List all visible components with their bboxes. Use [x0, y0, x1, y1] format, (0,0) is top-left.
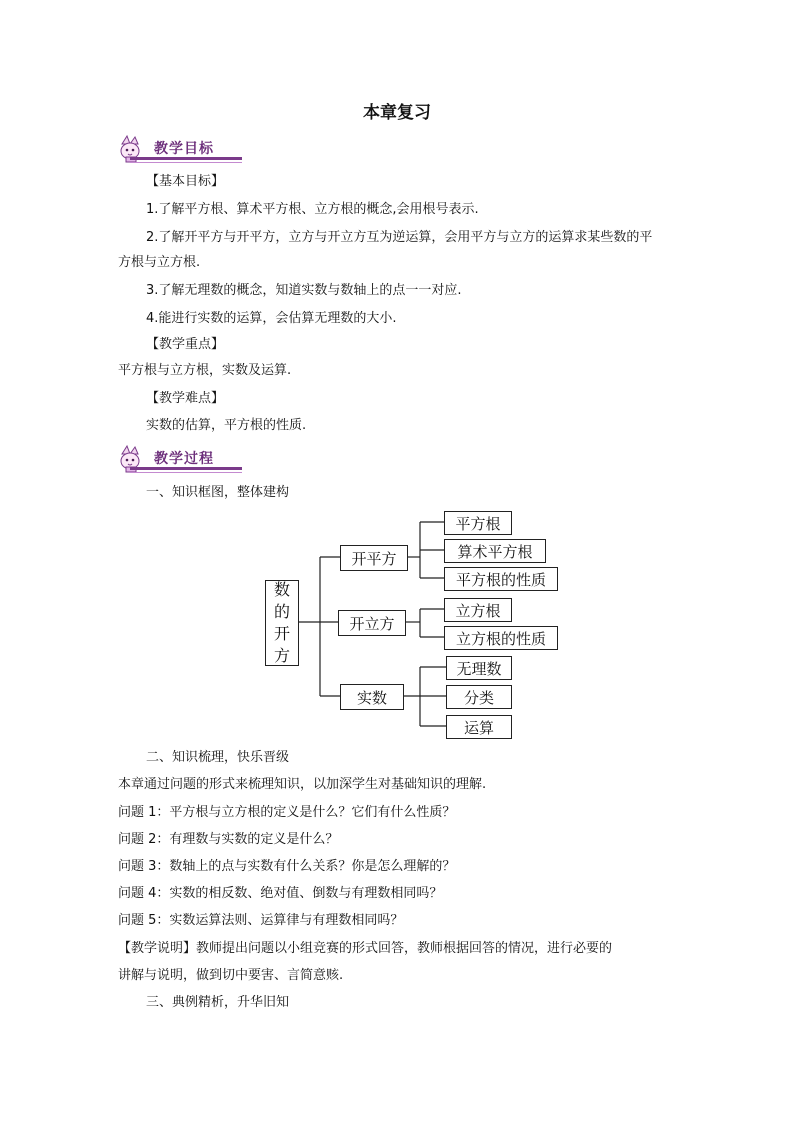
question-item: 问题 1：平方根与立方根的定义是什么？它们有什么性质？: [118, 805, 456, 820]
section-header-label: 教学目标: [154, 141, 214, 157]
goal-item: 3.了解无理数的概念，知道实数与数轴上的点一一对应.: [146, 283, 462, 298]
leaf-box: 立方根的性质: [444, 626, 558, 650]
leaf-box: 平方根: [444, 511, 512, 535]
goal-item: 方根与立方根.: [118, 255, 201, 270]
key-points-label: 【教学重点】: [146, 337, 225, 352]
goal-item: 2.了解开平方与开平方，立方与开立方互为逆运算，会用平方与立方的运算求某些数的平: [146, 230, 653, 245]
root-char: 方: [273, 646, 290, 665]
root-char: 数: [273, 580, 290, 599]
key-points-text: 平方根与立方根，实数及运算.: [118, 363, 292, 378]
teaching-note-cont: 讲解与说明，做到切中要害、言简意赅.: [118, 968, 344, 983]
part-three-heading: 三、典例精析，升华旧知: [146, 995, 290, 1010]
root-char: 的: [273, 602, 290, 621]
goal-item: 4.能进行实数的运算，会估算无理数的大小.: [146, 311, 397, 326]
goal-item: 1.了解平方根、算术平方根、立方根的概念,会用根号表示.: [146, 202, 479, 217]
branch-box-real-numbers: 实数: [340, 684, 404, 710]
question-item: 问题 3：数轴上的点与实数有什么关系？你是怎么理解的？: [118, 859, 456, 874]
part-two-intro: 本章通过问题的形式来梳理知识，以加深学生对基础知识的理解.: [118, 777, 487, 792]
leaf-box: 分类: [446, 685, 512, 709]
section-header-label: 教学过程: [154, 451, 214, 467]
leaf-box: 运算: [446, 715, 512, 739]
root-char: 开: [273, 624, 290, 643]
part-one-heading: 一、知识框图，整体建构: [146, 485, 290, 500]
leaf-box: 算术平方根: [444, 539, 546, 563]
difficult-points-label: 【教学难点】: [146, 391, 225, 406]
root-box: [265, 580, 299, 666]
part-two-heading: 二、知识梳理，快乐晋级: [146, 750, 290, 765]
question-item: 问题 4：实数的相反数、绝对值、倒数与有理数相同吗？: [118, 886, 443, 901]
branch-box-square-root-op: 开平方: [340, 545, 408, 571]
question-item: 问题 2：有理数与实数的定义是什么？: [118, 832, 339, 847]
leaf-box: 平方根的性质: [444, 567, 558, 591]
difficult-points-text: 实数的估算，平方根的性质.: [146, 418, 307, 433]
page-title: 本章复习: [363, 103, 431, 123]
leaf-box: 无理数: [446, 656, 512, 680]
teaching-note: 【教学说明】教师提出问题以小组竞赛的形式回答，教师根据回答的情况，进行必要的: [118, 941, 613, 956]
branch-box-cube-root-op: 开立方: [338, 610, 406, 636]
basic-goals-label: 【基本目标】: [146, 174, 225, 189]
leaf-box: 立方根: [444, 598, 512, 622]
question-item: 问题 5：实数运算法则、运算律与有理数相同吗？: [118, 913, 404, 928]
